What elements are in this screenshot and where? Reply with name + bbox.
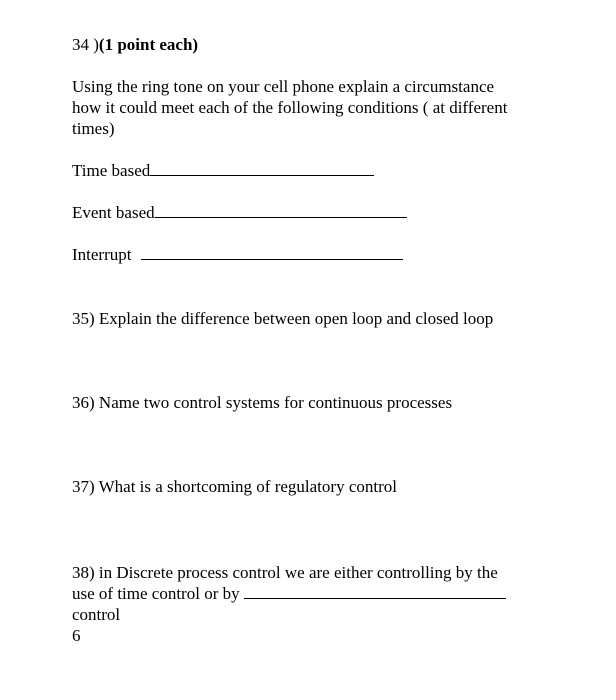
question-35: 35) Explain the difference between open loop and closed loop (72, 309, 494, 328)
interrupt-label: Interrupt (72, 245, 132, 264)
event-based-row (72, 202, 407, 223)
time-based-label: Time based (72, 161, 151, 180)
time-based-answer-field[interactable] (150, 161, 374, 176)
question-34-prompt (72, 76, 507, 139)
question-38-answer-field[interactable] (244, 584, 506, 599)
prompt-line-2: how it could meet each of the following conditions ( at different (72, 98, 508, 117)
question-34-points: (1 point each) (98, 35, 199, 54)
question-38 (72, 562, 506, 646)
question-38-line-3: control (72, 605, 121, 624)
page-number: 6 (72, 626, 81, 645)
question-38-line-2 (72, 583, 506, 604)
question-36: 36) Name two control systems for continuous processes (72, 393, 453, 412)
question-38-line-2-text: use of time control or by (72, 584, 240, 603)
prompt-line-1: Using the ring tone on your cell phone explain a circumstance (72, 77, 495, 96)
interrupt-answer-field[interactable] (141, 245, 403, 260)
question-38-line-1: 38) in Discrete process control we are either controlling by the (72, 563, 498, 582)
question-37: 37) What is a shortcoming of regulatory control (72, 477, 397, 496)
question-34-number: 34 ) (72, 35, 99, 54)
event-based-label: Event based (72, 203, 155, 222)
interrupt-row (72, 244, 403, 265)
prompt-line-3: times) (72, 119, 115, 138)
time-based-row (72, 160, 374, 181)
event-based-answer-field[interactable] (155, 203, 407, 218)
question-34-heading (72, 34, 198, 55)
